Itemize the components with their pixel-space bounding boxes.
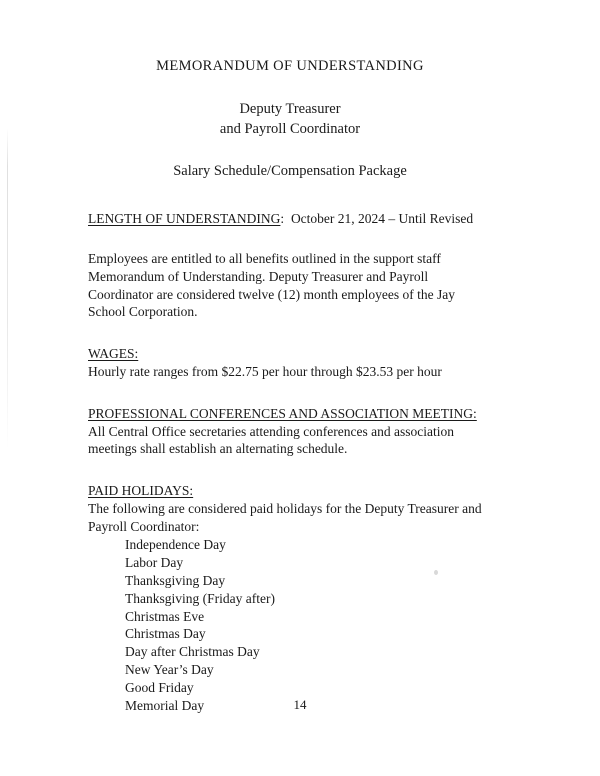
list-item: Labor Day bbox=[125, 554, 184, 570]
intro-paragraph: Employees are entitled to all benefits outlined in the support staff Memorandum of Understanding. Deputy Treasurer and Payroll Coordinator are considered twelve (12) month employees of the Jay School Corporation. bbox=[88, 250, 456, 320]
list-item: Day after Christmas Day bbox=[125, 644, 260, 660]
list-item: Memorial Day bbox=[125, 698, 205, 714]
wages-heading: WAGES: bbox=[88, 346, 139, 362]
scan-streak-artifact bbox=[7, 128, 8, 450]
list-item: New Year’s Day bbox=[125, 662, 214, 678]
professional-conferences-heading: PROFESSIONAL CONFERENCES AND ASSOCIATION MEETING: bbox=[88, 405, 477, 421]
section-intro bbox=[88, 228, 492, 321]
section-wages bbox=[88, 321, 492, 381]
paid-holidays-heading: PAID HOLIDAYS: bbox=[88, 483, 194, 499]
wages-text: Hourly rate ranges from $22.75 per hour through $23.53 per hour bbox=[88, 364, 442, 379]
list-item: Independence Day bbox=[125, 536, 226, 552]
subtitle-line-1: Deputy Treasurer bbox=[239, 101, 341, 117]
subtitle-line-2: and Payroll Coordinator bbox=[219, 120, 361, 137]
length-of-understanding-heading bbox=[88, 210, 492, 228]
section-length-of-understanding bbox=[88, 180, 492, 228]
list-item: Good Friday bbox=[125, 680, 194, 696]
list-item: Thanksgiving Day bbox=[125, 572, 226, 588]
length-of-understanding-value: October 21, 2024 – Until Revised bbox=[290, 211, 474, 227]
section-paid-holidays bbox=[88, 458, 492, 715]
paid-holidays-text: The following are considered paid holidays for the Deputy Treasurer and Payroll Coordinator: bbox=[88, 501, 482, 534]
document-page bbox=[88, 0, 492, 715]
paid-holidays-list bbox=[88, 536, 492, 716]
title-block bbox=[88, 0, 492, 180]
length-of-understanding-heading-colon: : bbox=[280, 211, 285, 227]
document-subtitle bbox=[88, 75, 492, 139]
compensation-package-line: Salary Schedule/Compensation Package bbox=[173, 163, 407, 180]
page-title: MEMORANDUM OF UNDERSTANDING bbox=[156, 58, 424, 74]
professional-conferences-text: All Central Office secretaries attending conferences and association meetings shall establish an alternating schedule. bbox=[88, 423, 454, 457]
list-item: Christmas Eve bbox=[125, 608, 205, 624]
list-item: Christmas Day bbox=[125, 626, 206, 642]
page-number: 14 bbox=[293, 697, 307, 712]
length-of-understanding-heading-label: LENGTH OF UNDERSTANDING bbox=[88, 211, 281, 227]
list-item: Thanksgiving (Friday after) bbox=[125, 590, 275, 606]
section-professional-conferences bbox=[88, 381, 492, 458]
